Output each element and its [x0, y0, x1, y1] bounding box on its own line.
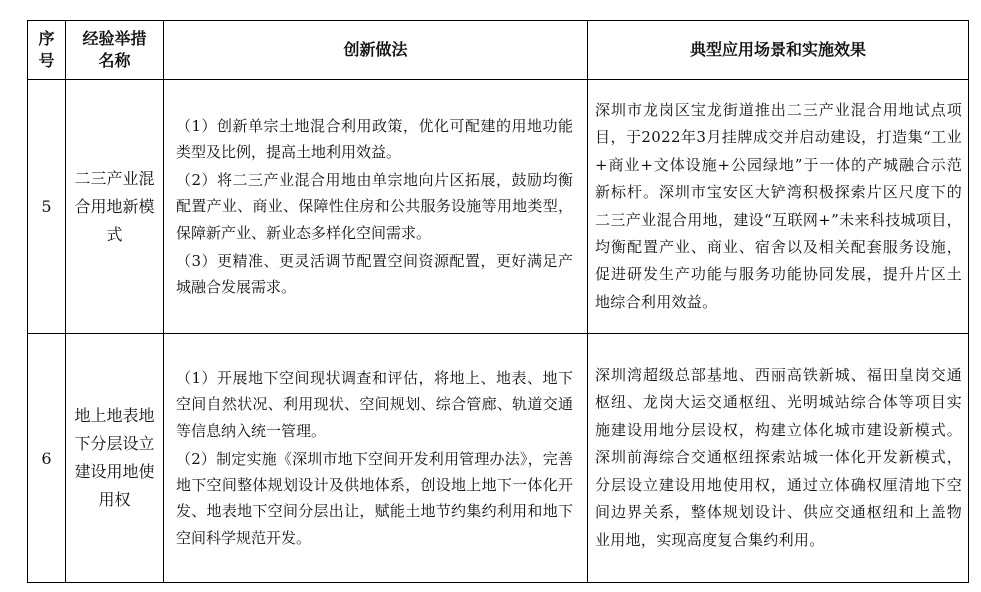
header-seq: 序号: [28, 21, 66, 80]
header-effect: 典型应用场景和实施效果: [588, 21, 969, 80]
measures-table: [27, 20, 969, 583]
practice-item: （2）制定实施《深圳市地下空间开发利用管理办法》，完善地下空间整体规划设计及供地体系，创设地上地下一体化开发、地表地下空间分层出让，赋能土地节约集约利用和地下空间科学规范开发。: [176, 449, 573, 547]
table-row: [28, 334, 969, 583]
header-measure: 经验举措名称: [66, 21, 164, 80]
row-effect: 深圳湾超级总部基地、西丽高铁新城、福田皇岗交通枢纽、龙岗大运交通枢纽、光明城站综合体等项目实施建设用地分层设权，构建立体化城市建设新模式。深圳前海综合交通枢纽探索站城一体化开发新模式，分层设立建设用地使用权，通过立体确权厘清地下空间边界关系，整体规划设计、供应交通枢纽和上盖物业用地，实现高度复合集约利用。: [588, 334, 969, 583]
row-name: 地上地表地下分层设立建设用地使用权: [66, 334, 164, 583]
row-seq: 5: [28, 80, 66, 334]
practice-item: （2）将二三产业混合用地由单宗地向片区拓展，鼓励均衡配置产业、商业、保障性住房和公共服务设施等用地类型，保障新产业、新业态多样化空间需求。: [176, 171, 573, 242]
row-effect: 深圳市龙岗区宝龙街道推出二三产业混合用地试点项目，于2022年3月挂牌成交并启动建设，打造集“工业+商业+文体设施+公园绿地”于一体的产城融合示范新标杆。深圳市宝安区大铲湾积极探索片区尺度下的二三产业混合用地，建设“互联网+”未来科技城项目，均衡配置产业、商业、宿舍以及相关配套服务设施，促进研发生产功能与服务功能协同发展，提升片区土地综合利用效益。: [588, 80, 969, 334]
row-name: 二三产业混合用地新模式: [66, 80, 164, 334]
table-row: [28, 80, 969, 334]
practice-item: （3）更精准、更灵活调节配置空间资源配置，更好满足产城融合发展需求。: [176, 251, 573, 296]
practice-item: （1）开展地下空间现状调查和评估，将地上、地表、地下空间自然状况、利用现状、空间规划、综合管廊、轨道交通等信息纳入统一管理。: [176, 369, 573, 440]
row-seq: 6: [28, 334, 66, 583]
practice-item: （1）创新单宗土地混合利用政策，优化可配建的用地功能类型及比例，提高土地利用效益。: [176, 116, 573, 161]
header-practice: 创新做法: [164, 21, 588, 80]
row-practice: [164, 334, 588, 583]
row-practice: [164, 80, 588, 334]
header-row: [28, 21, 969, 80]
